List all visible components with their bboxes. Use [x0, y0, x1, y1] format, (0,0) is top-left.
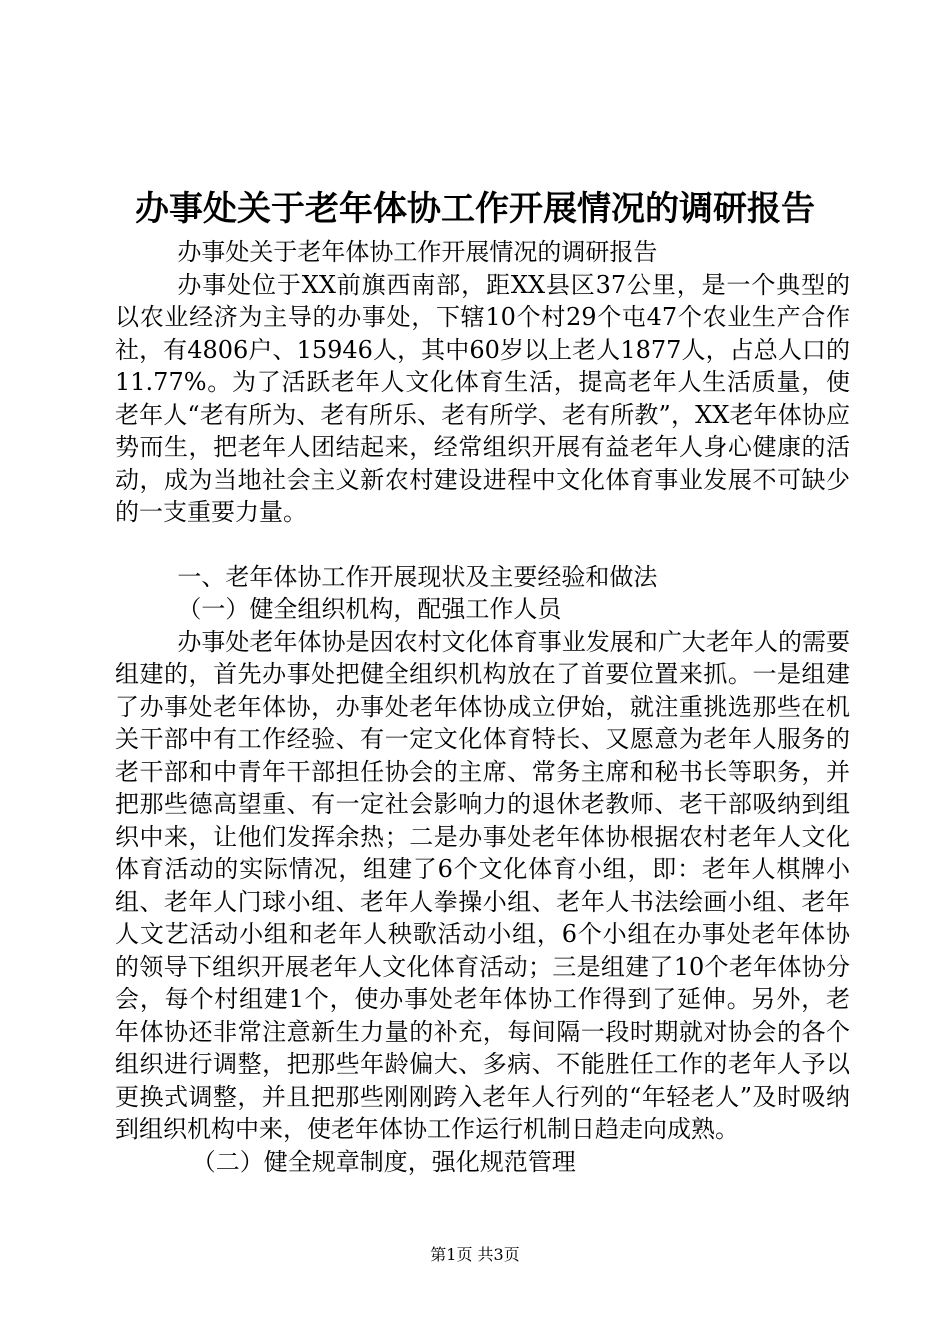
document-body: [115, 236, 850, 1178]
subtitle-paragraph: 办事处关于老年体协工作开展情况的调研报告: [177, 238, 658, 266]
section-heading: 一、老年体协工作开展现状及主要经验和做法: [177, 562, 658, 591]
body-paragraph: 办事处老年体协是因农村文化体育事业发展和广大老年人的需要组建的，首先办事处把健全组织机构放在了首要位置来抓。一是组建了办事处老年体协，办事处老年体协成立伊始，就注重挑选那些在机关干部中有工作经验、有一定文化体育特长、又愿意为老年人服务的老干部和中青年干部担任协会的主席、常务主席和秘书长等职务，并把那些德高望重、有一定社会影响力的退休老教师、老干部吸纳到组织中来，让他们发挥余热；二是办事处老年体协根据农村老年人文化体育活动的实际情况，组建了6个文化体育小组，即：老年人棋牌小组、老年人门球小组、老年人拳操小组、老年人书法绘画小组、老年人文艺活动小组和老年人秧歌活动小组，6个小组在办事处老年体协的领导下组织开展老年人文化体育活动；三是组建了10个老年体协分会，每个村组建1个，使办事处老年体协工作得到了延伸。另外，老年体协还非常注意新生力量的补充，每间隔一段时期就对协会的各个组织进行调整，把那些年龄偏大、多病、不能胜任工作的老年人予以更换式调整，并且把那些刚刚跨入老年人行列的“年轻老人”及时吸纳到组织机构中来，使老年体协工作运行机制日趋走向成熟。: [115, 627, 850, 1143]
intro-paragraph: 办事处位于XX前旗西南部，距XX县区37公里，是一个典型的以农业经济为主导的办事处，下辖10个村29个屯47个农业生产合作社，有4806户、15946人，其中60岁以上老人1877人，占总人口的11.77%。为了活跃老年人文化体育生活，提高老年人生活质量，使老年人“老有所为、老有所乐、老有所学、老有所教”，XX老年体协应势而生，把老年人团结起来，经常组织开展有益老年人身心健康的活动，成为当地社会主义新农村建设进程中文化体育事业发展不可缺少的一支重要力量。: [115, 270, 850, 526]
document-title: 办事处关于老年体协工作开展情况的调研报告: [135, 189, 815, 229]
subsection-heading: （二）健全规章制度，强化规范管理: [191, 1147, 576, 1176]
subsection-heading: （一）健全组织机构，配强工作人员: [177, 595, 562, 623]
page-number: 第1页 共3页: [430, 1245, 520, 1264]
